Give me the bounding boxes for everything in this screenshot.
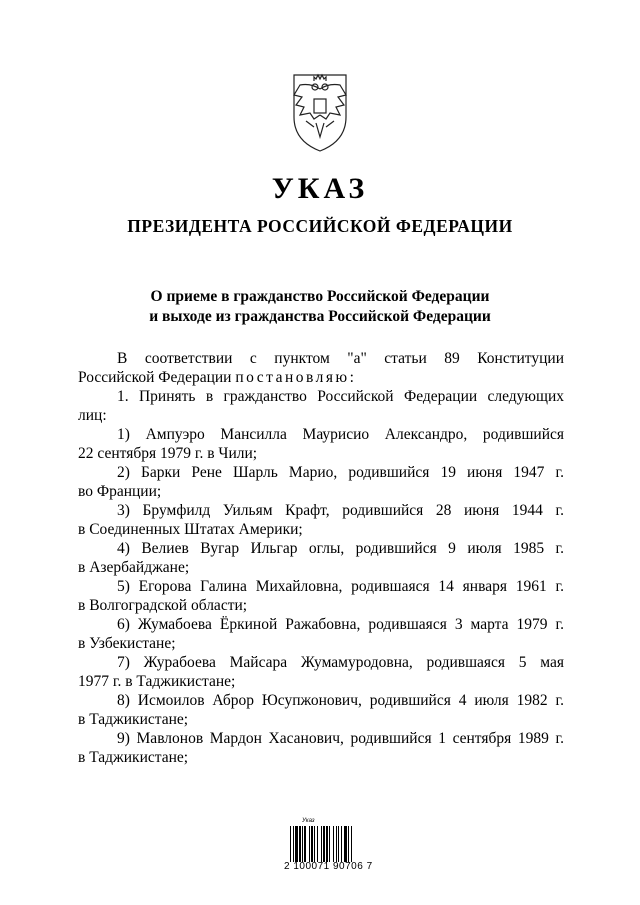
barcode-bar bbox=[326, 826, 328, 862]
document-title: УКАЗ bbox=[271, 172, 369, 205]
preamble-line bbox=[78, 368, 564, 387]
barcode-bar bbox=[314, 826, 315, 862]
barcode-bar bbox=[299, 826, 301, 862]
preamble-prefix: Российской Федерации bbox=[78, 369, 232, 386]
preamble-line: В соответствии с пунктом "а" статьи 89 Конституции bbox=[117, 350, 564, 367]
barcode-bar bbox=[317, 826, 318, 862]
person-entry-line: 3) Брумфилд Уильям Крафт, родившийся 28 июня 1944 г. bbox=[117, 502, 564, 519]
barcode-bar bbox=[293, 826, 294, 862]
decree-body bbox=[78, 349, 564, 767]
person-entry-line: 6) Жумабоева Ёркиной Ражабовна, родившаяся 3 марта 1979 г. bbox=[117, 616, 564, 633]
decree-action-word: постановляю: bbox=[235, 369, 357, 386]
barcode-bar bbox=[329, 826, 330, 862]
barcode-bars bbox=[290, 826, 374, 862]
person-entry-line: 5) Егорова Галина Михайловна, родившаяся 14 января 1961 г. bbox=[117, 578, 564, 595]
barcode-caption: Указ bbox=[302, 818, 315, 824]
clause-line: лиц: bbox=[78, 407, 107, 424]
barcode-bar bbox=[295, 826, 298, 862]
barcode-bar bbox=[344, 826, 347, 862]
barcode-bar bbox=[309, 826, 310, 862]
barcode-bar bbox=[338, 826, 339, 862]
barcode-bar bbox=[348, 826, 349, 862]
barcode-number: 2 100071 90706 7 bbox=[284, 861, 373, 872]
person-entry-line: 8) Исмоилов Аброр Юсупжонович, родившийся 4 июля 1982 г. bbox=[117, 692, 564, 709]
person-entry-line: 7) Журабоева Майсара Жумамуродовна, родившаяся 5 мая bbox=[117, 654, 564, 671]
barcode-bar bbox=[323, 826, 325, 862]
barcode-bar bbox=[321, 826, 322, 862]
person-entry-line: 1977 г. в Таджикистане; bbox=[78, 673, 236, 690]
person-entry-line: в Таджикистане; bbox=[78, 749, 189, 766]
decree-heading-line: О приеме в гражданство Российской Федерации bbox=[150, 288, 490, 305]
person-entry-line: в Азербайджане; bbox=[78, 559, 190, 576]
person-entry-line: 22 сентября 1979 г. в Чили; bbox=[78, 445, 258, 462]
person-entry-line: в Узбекистане; bbox=[78, 635, 176, 652]
barcode-bar bbox=[351, 826, 352, 862]
person-entry-line: во Франции; bbox=[78, 483, 162, 500]
person-entry-line: 9) Мавлонов Мардон Хасанович, родившийся 1 сентября 1989 г. bbox=[117, 730, 564, 747]
person-entry-line: 4) Велиев Вугар Ильгар оглы, родившийся 9 июля 1985 г. bbox=[117, 540, 564, 557]
barcode-bar bbox=[333, 826, 334, 862]
russian-coat-of-arms-icon bbox=[280, 55, 360, 155]
barcode-bar bbox=[336, 826, 337, 862]
barcode-bar bbox=[304, 826, 306, 862]
person-entry-line: в Таджикистане; bbox=[78, 711, 189, 728]
decree-heading-line: и выходе из гражданства Российской Федерации bbox=[149, 308, 491, 325]
barcode-bar bbox=[290, 826, 291, 862]
barcode bbox=[284, 818, 374, 876]
barcode-bar bbox=[341, 826, 342, 862]
barcode-bar bbox=[311, 826, 313, 862]
person-entry-line: в Соединенных Штатах Америки; bbox=[78, 521, 303, 538]
coat-of-arms-emblem bbox=[280, 55, 360, 155]
person-entry-line: 1) Ампуэро Мансилла Маурисио Александро, родившийся bbox=[117, 426, 564, 443]
document-subtitle: ПРЕЗИДЕНТА РОССИЙСКОЙ ФЕДЕРАЦИИ bbox=[127, 216, 513, 236]
clause-line: 1. Принять в гражданство Российской Федерации следующих bbox=[117, 388, 564, 405]
person-entry-line: в Волгоградской области; bbox=[78, 597, 248, 614]
decree-heading bbox=[0, 287, 640, 327]
barcode-bar bbox=[302, 826, 303, 862]
person-entry-line: 2) Барки Рене Шарль Марио, родившийся 19 июня 1947 г. bbox=[117, 464, 564, 481]
